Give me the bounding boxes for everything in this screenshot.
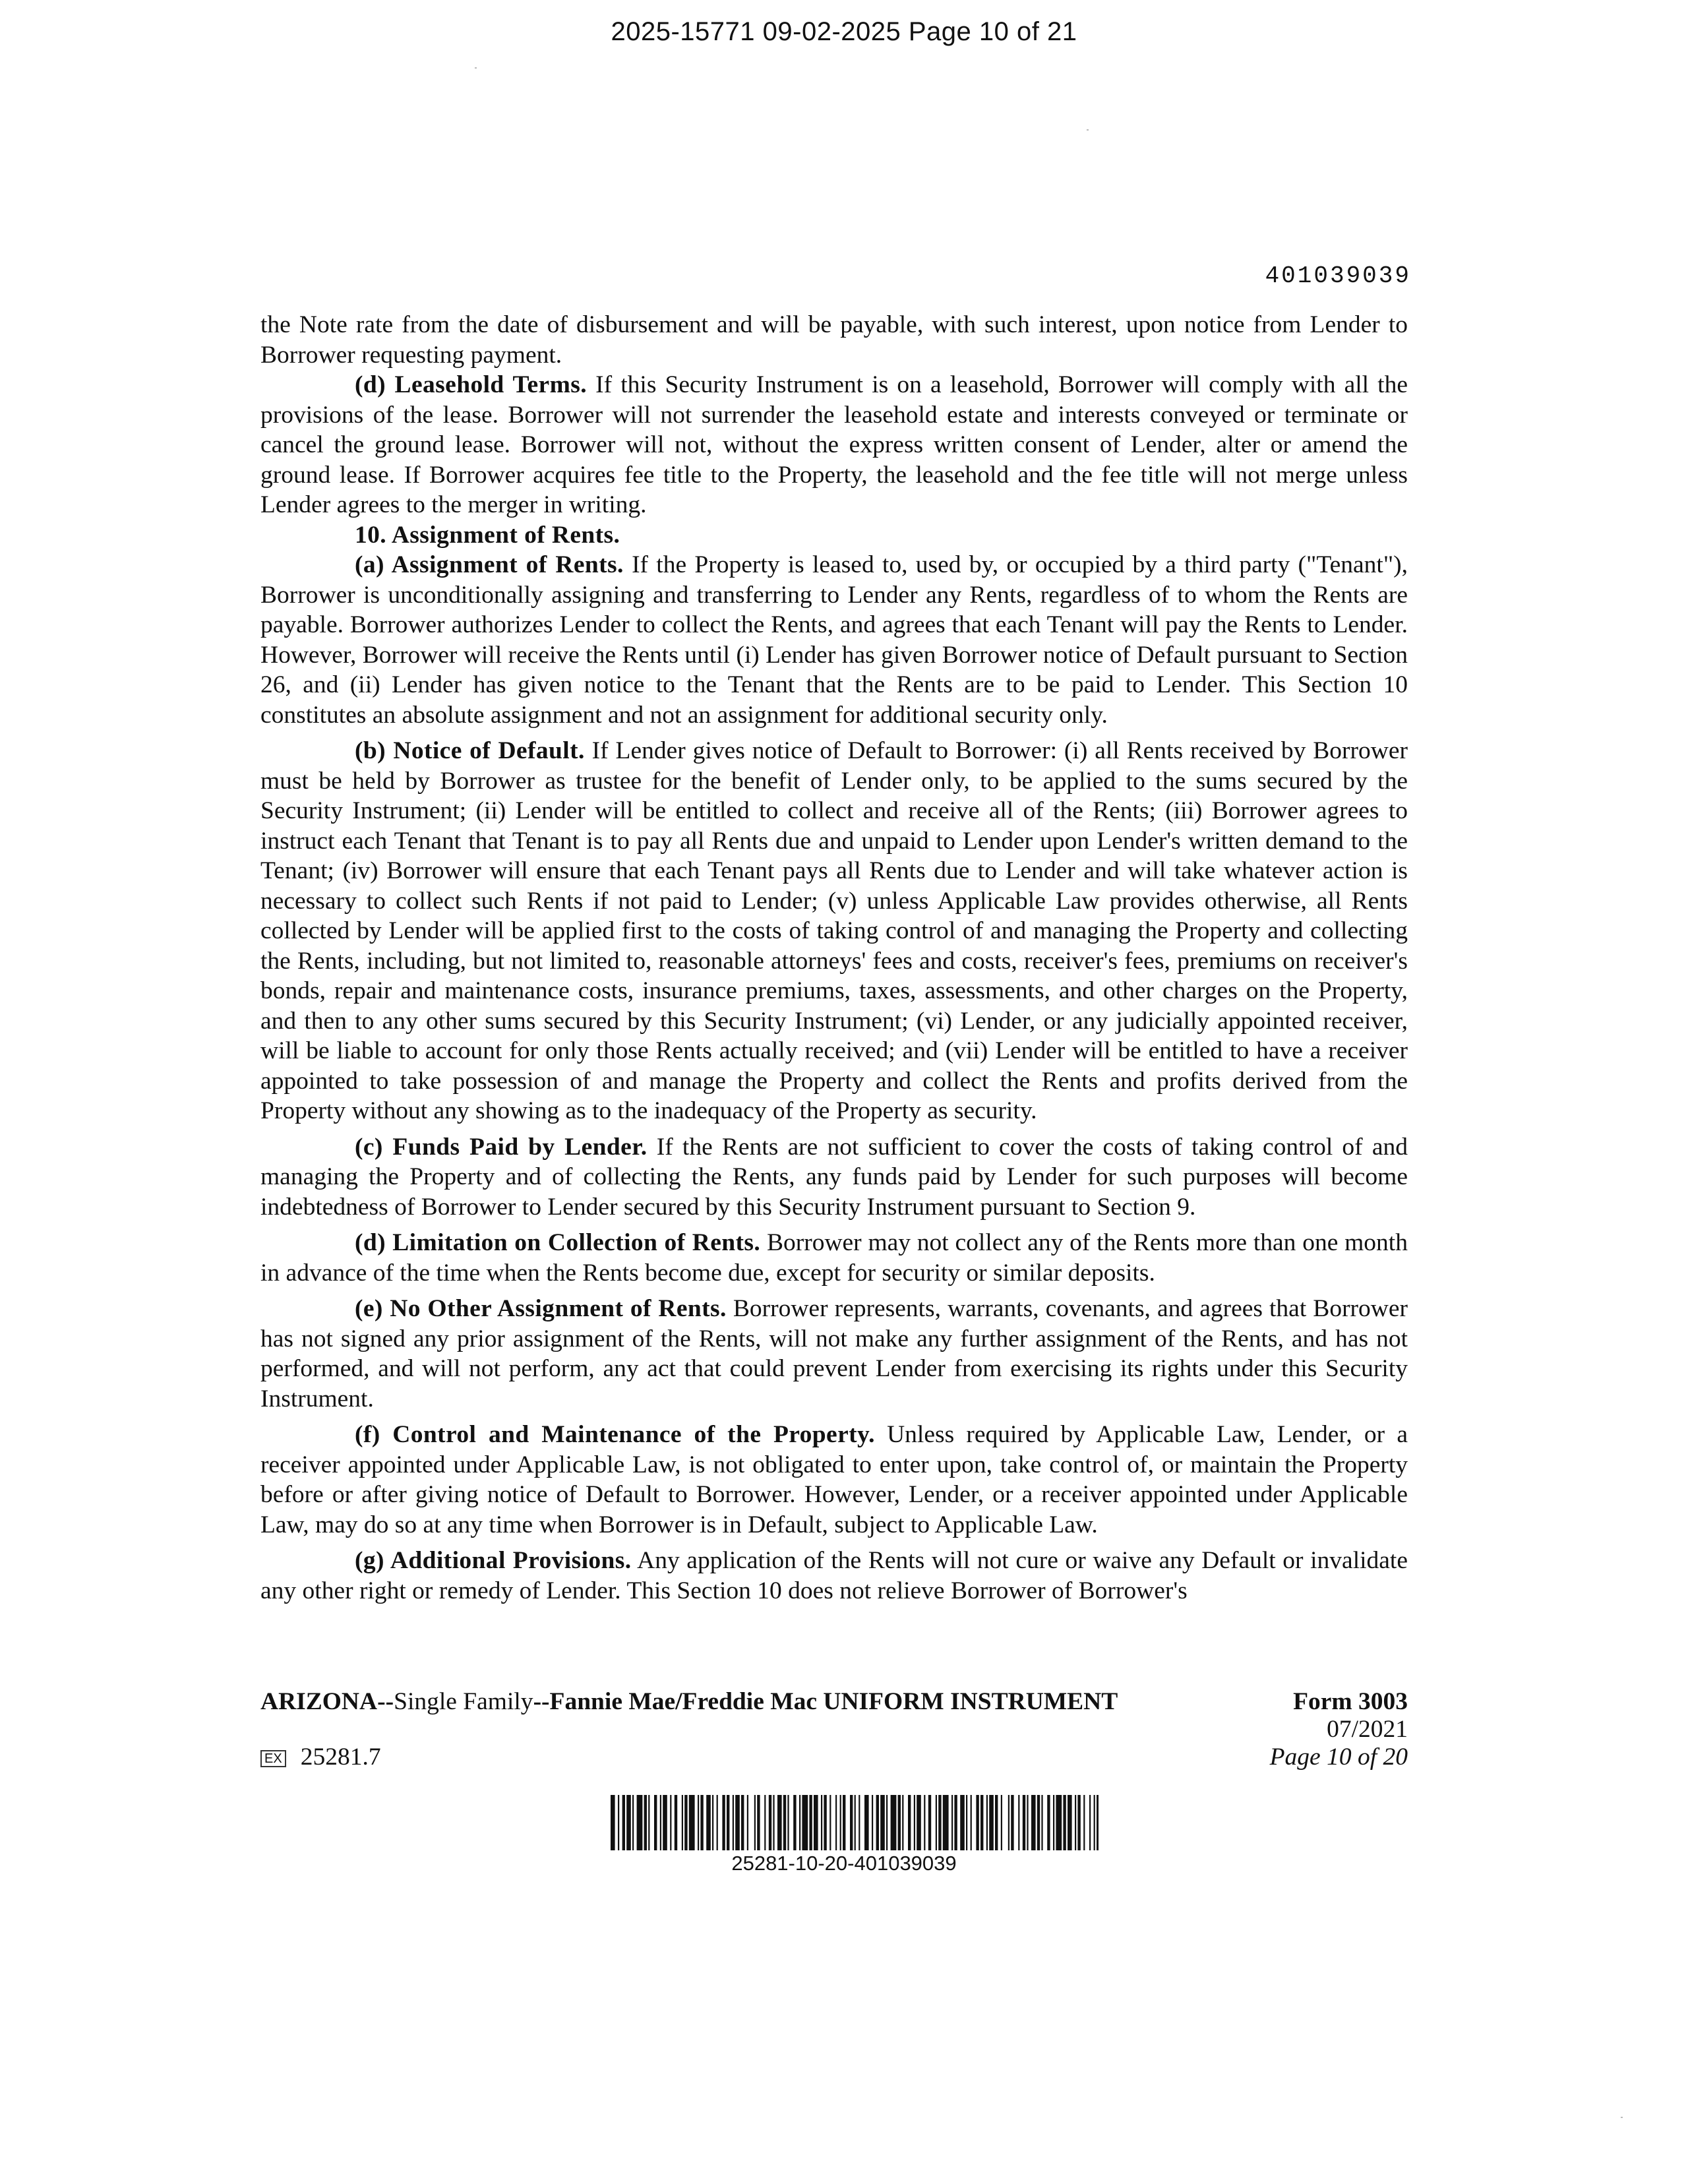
heading-notice-of-default: (b) Notice of Default. <box>355 737 585 764</box>
barcode-bar <box>1089 1795 1091 1850</box>
footer-instrument-title <box>260 1688 1118 1716</box>
barcode-bar <box>735 1795 740 1850</box>
footer-ex-number: 25281.7 <box>300 1744 381 1771</box>
heading-no-other-assignment: (e) No Other Assignment of Rents. <box>355 1295 727 1322</box>
barcode-bar <box>840 1795 841 1850</box>
barcode-bar <box>675 1795 677 1850</box>
barcode-bar <box>783 1795 786 1850</box>
barcode-bar <box>880 1795 885 1850</box>
ex-icon: EX <box>260 1750 286 1767</box>
barcode-bar <box>1011 1795 1013 1850</box>
barcode-bar <box>1053 1795 1054 1850</box>
barcode-bar <box>960 1795 965 1850</box>
paragraph-control-and-maintenance <box>260 1420 1408 1540</box>
scan-speck <box>1621 2117 1623 2118</box>
barcode-bar <box>654 1795 657 1850</box>
text-assignment-of-rents: If the Property is leased to, used by, or occupied by a third party ("Tenant"), Borrower is unconditionally assigning and transferring to Lender any Rents, regardless of to whom the Rents are payable. Borrower authorizes Lender to collect the Rents, and agrees that each Tenant will pay the Rents to Lender. However, Borrower will receive the Rents until (i) Lender has given Borrower notice of Default pursuant to Section 26, and (ii) Lender has given notice to the Tenant that the Rents are to be paid to Lender. This Section 10 constitutes an absolute assignment and not an assignment for additional security only. <box>260 551 1408 729</box>
scan-speck <box>475 67 477 69</box>
heading-leasehold-terms: (d) Leasehold Terms. <box>355 371 587 398</box>
barcode-bar <box>872 1795 873 1850</box>
barcode-bar <box>722 1795 725 1850</box>
barcode-bar <box>802 1795 808 1850</box>
barcode-bar <box>971 1795 972 1850</box>
barcode-bar <box>1083 1795 1085 1850</box>
barcode-bar <box>622 1795 625 1850</box>
barcode-bar <box>663 1795 667 1850</box>
barcode-bar <box>951 1795 953 1850</box>
heading-additional-provisions: (g) Additional Provisions. <box>355 1547 632 1574</box>
section-10-title: 10. Assignment of Rents. <box>355 521 620 549</box>
barcode-bar <box>966 1795 967 1850</box>
barcode-bar <box>928 1795 931 1850</box>
barcode-bar <box>1094 1795 1095 1850</box>
barcode-bar <box>717 1795 718 1850</box>
barcode-bar <box>914 1795 915 1850</box>
text-additional-provisions: Any application of the Rents will not cure or waive any Default or invalidate any other right or remedy of Lender. This Section 10 does not relieve Borrower of Borrower's <box>260 1547 1408 1604</box>
barcode-bar <box>954 1795 957 1850</box>
section-10-heading <box>260 520 1408 551</box>
barcode-bar <box>1041 1795 1042 1850</box>
footer-ex-code <box>260 1744 381 1771</box>
barcode-bar <box>864 1795 869 1850</box>
barcode-bar <box>727 1795 729 1850</box>
footer-row-instrument <box>260 1688 1408 1716</box>
barcode-bar <box>1097 1795 1099 1850</box>
barcode-bar <box>670 1795 671 1850</box>
barcode-bar <box>908 1795 911 1850</box>
barcode-bar <box>706 1795 711 1850</box>
barcode-bar <box>1018 1795 1019 1850</box>
text-control-and-maintenance: Unless required by Applicable Law, Lender, or a receiver appointed under Applicable Law, is not obligated to enter upon, take control of, or maintain the Property before or after giving notice of Default to Borrower. However, Lender, or a receiver appointed under Applicable Law, may do so at any time when Borrower is in Default, subject to Applicable Law. <box>260 1421 1408 1538</box>
heading-control-and-maintenance: (f) Control and Maintenance of the Property. <box>355 1421 875 1448</box>
barcode-bar <box>850 1795 853 1850</box>
paragraph-leasehold-terms <box>260 370 1408 520</box>
footer-page-number: Page 10 of 20 <box>1269 1744 1408 1771</box>
barcode-bar <box>843 1795 845 1850</box>
barcode-bar <box>698 1795 699 1850</box>
barcode-bar <box>891 1795 897 1850</box>
barcode-bar <box>876 1795 879 1850</box>
footer-form-date: 07/2021 <box>1327 1716 1408 1743</box>
barcode-bar <box>917 1795 921 1850</box>
barcode-bar <box>648 1795 649 1850</box>
barcode-bar <box>1023 1795 1025 1850</box>
barcode-bar <box>689 1795 695 1850</box>
footer-form-number: Form 3003 <box>1293 1688 1408 1715</box>
heading-assignment-of-rents: (a) Assignment of Rents. <box>355 551 624 578</box>
barcode-bar <box>618 1795 619 1850</box>
barcode-bar <box>793 1795 796 1850</box>
barcode-bar <box>976 1795 979 1850</box>
text-no-other-assignment: Borrower represents, warrants, covenants, and agrees that Borrower has not signed any prior assignment of the Rents, will not make any further assignment of the Rents, and has not performed, and will not perform, any act that could prevent Lender from exercising its rights under this Security Instrument. <box>260 1295 1408 1412</box>
barcode-bar <box>769 1795 771 1850</box>
barcode-bar <box>799 1795 800 1850</box>
barcode-bar <box>684 1795 687 1850</box>
paragraph-assignment-of-rents <box>260 550 1408 730</box>
recording-header: 2025-15771 09-02-2025 Page 10 of 21 <box>611 17 1077 46</box>
footer-instrument: Fannie Mae/Freddie Mac UNIFORM INSTRUMENT <box>549 1688 1118 1715</box>
barcode-bar <box>682 1795 683 1850</box>
document-body <box>260 310 1408 1606</box>
barcode-bar <box>700 1795 703 1850</box>
barcode-bar <box>754 1795 756 1850</box>
barcode-bar <box>1047 1795 1050 1850</box>
barcode-bar <box>764 1795 766 1850</box>
barcode-bar <box>980 1795 983 1850</box>
barcode-bar <box>902 1795 903 1850</box>
barcode-bar <box>741 1795 744 1850</box>
barcode-bar <box>986 1795 988 1850</box>
barcode-bar <box>924 1795 925 1850</box>
barcode-bar <box>747 1795 748 1850</box>
footer-separator: -- <box>533 1688 550 1715</box>
barcode-bar <box>644 1795 647 1850</box>
barcode-bar <box>777 1795 782 1850</box>
barcode-bar <box>733 1795 734 1850</box>
barcode-bar <box>757 1795 760 1850</box>
barcode-bar <box>1027 1795 1028 1850</box>
paragraph-funds-paid-by-lender <box>260 1132 1408 1223</box>
barcode-bar <box>855 1795 856 1850</box>
barcode-bar <box>898 1795 901 1850</box>
paragraph-no-other-assignment <box>260 1294 1408 1414</box>
form-footer <box>260 1688 1408 1771</box>
barcode-bar <box>1063 1795 1066 1850</box>
paragraph-additional-provisions <box>260 1546 1408 1606</box>
paragraph-continuation: the Note rate from the date of disbursement and will be payable, with such interest, upon notice from Lender to Borrower requesting payment. <box>260 311 1408 369</box>
barcode-bar <box>660 1795 661 1850</box>
barcode-bar <box>995 1795 998 1850</box>
footer-separator: -- <box>377 1688 394 1715</box>
barcode-bar <box>1056 1795 1062 1850</box>
barcode-bar <box>829 1795 831 1850</box>
footer-row-page <box>260 1744 1408 1771</box>
text-notice-of-default: If Lender gives notice of Default to Borrower: (i) all Rents received by Borrower must be held by Borrower as trustee for the benefit of Lender only, to be applied to the sums secured by the Security Instrument; (ii) Lender will be entitled to collect and receive all of the Rents; (iii) Borrower agrees to instruct each Tenant that Tenant is to pay all Rents due and unpaid to Lender upon Lender's written demand to the Tenant; (iv) Borrower will ensure that each Tenant pays all Rents due to Lender and will take whatever action is necessary to collect such Rents if not paid to Lender; (v) unless Applicable Law provides otherwise, all Rents collected by Lender will be applied first to the costs of taking control of and managing the Property and collecting the Rents, including, but not limited to, reasonable attorneys' fees and costs, receiver's fees, premiums on receiver's bonds, repair and maintenance costs, insurance premiums, taxes, assessments, and other charges on the Property, and then to any other sums secured by this Security Instrument; (vi) Lender, or any judicially appointed receiver, will be liable to account for only those Rents actually received; and (vii) Lender will be entitled to have a receiver appointed to take possession of and manage the Property and collect the Rents and profits derived from the Property without any showing as to the inadequacy of the Property as security. <box>260 737 1408 1124</box>
barcode-bar <box>1075 1795 1076 1850</box>
barcode-bar <box>809 1795 812 1850</box>
text-funds-paid-by-lender: If the Rents are not sufficient to cover the costs of taking control of and managing the Property and of collecting the Rents, any funds paid by Lender for such purposes will become indebtedness of Borrower to Lender secured by this Security Instrument pursuant to Section 9. <box>260 1133 1408 1221</box>
barcode-bar <box>626 1795 631 1850</box>
barcode-bar <box>886 1795 888 1850</box>
footer-state: ARIZONA <box>260 1688 378 1715</box>
barcode-bar <box>632 1795 634 1850</box>
paragraph-limitation-on-collection <box>260 1228 1408 1288</box>
heading-limitation-on-collection: (d) Limitation on Collection of Rents. <box>355 1229 761 1256</box>
barcode-bar <box>1001 1795 1002 1850</box>
barcode-bar <box>1031 1795 1036 1850</box>
footer-family: Single Family <box>394 1688 533 1715</box>
barcode-bar <box>936 1795 937 1850</box>
loan-number: 401039039 <box>1265 262 1411 289</box>
text-limitation-on-collection: Borrower may not collect any of the Rents more than one month in advance of the time when the Rents become due, except for security or similar deposits. <box>260 1229 1408 1287</box>
barcode-bar <box>835 1795 837 1850</box>
barcode-bar <box>938 1795 941 1850</box>
barcode-bar <box>787 1795 789 1850</box>
barcode-bar <box>773 1795 774 1850</box>
barcode-bar <box>1008 1795 1010 1850</box>
paragraph-notice-of-default <box>260 736 1408 1126</box>
barcode-bar <box>637 1795 643 1850</box>
barcode-bar <box>821 1795 822 1850</box>
barcode-bar <box>859 1795 860 1850</box>
barcode-bar <box>989 1795 994 1850</box>
scan-speck <box>1087 129 1089 131</box>
text-leasehold-terms: If this Security Instrument is on a leasehold, Borrower will comply with all the provisions of the lease. Borrower will not surrender the leasehold estate and interests conveyed or terminate or cancel the ground lease. Borrower will not, without the express written consent of Lender, alter or amend the ground lease. If Borrower acquires fee title to the Property, the leasehold and the fee title will not merge unless Lender agrees to the merger in writing. <box>260 371 1408 518</box>
barcode-bar <box>824 1795 826 1850</box>
barcode-bar <box>611 1795 615 1850</box>
barcode-image <box>611 1795 1099 1850</box>
barcode-number: 25281-10-20-401039039 <box>731 1852 957 1875</box>
barcode-bar <box>712 1795 713 1850</box>
barcode-bar <box>1068 1795 1072 1850</box>
heading-funds-paid-by-lender: (c) Funds Paid by Lender. <box>355 1133 648 1161</box>
barcode-bar <box>1077 1795 1080 1850</box>
barcode-bar <box>814 1795 818 1850</box>
barcode-bar <box>1037 1795 1040 1850</box>
barcode-bar <box>943 1795 949 1850</box>
